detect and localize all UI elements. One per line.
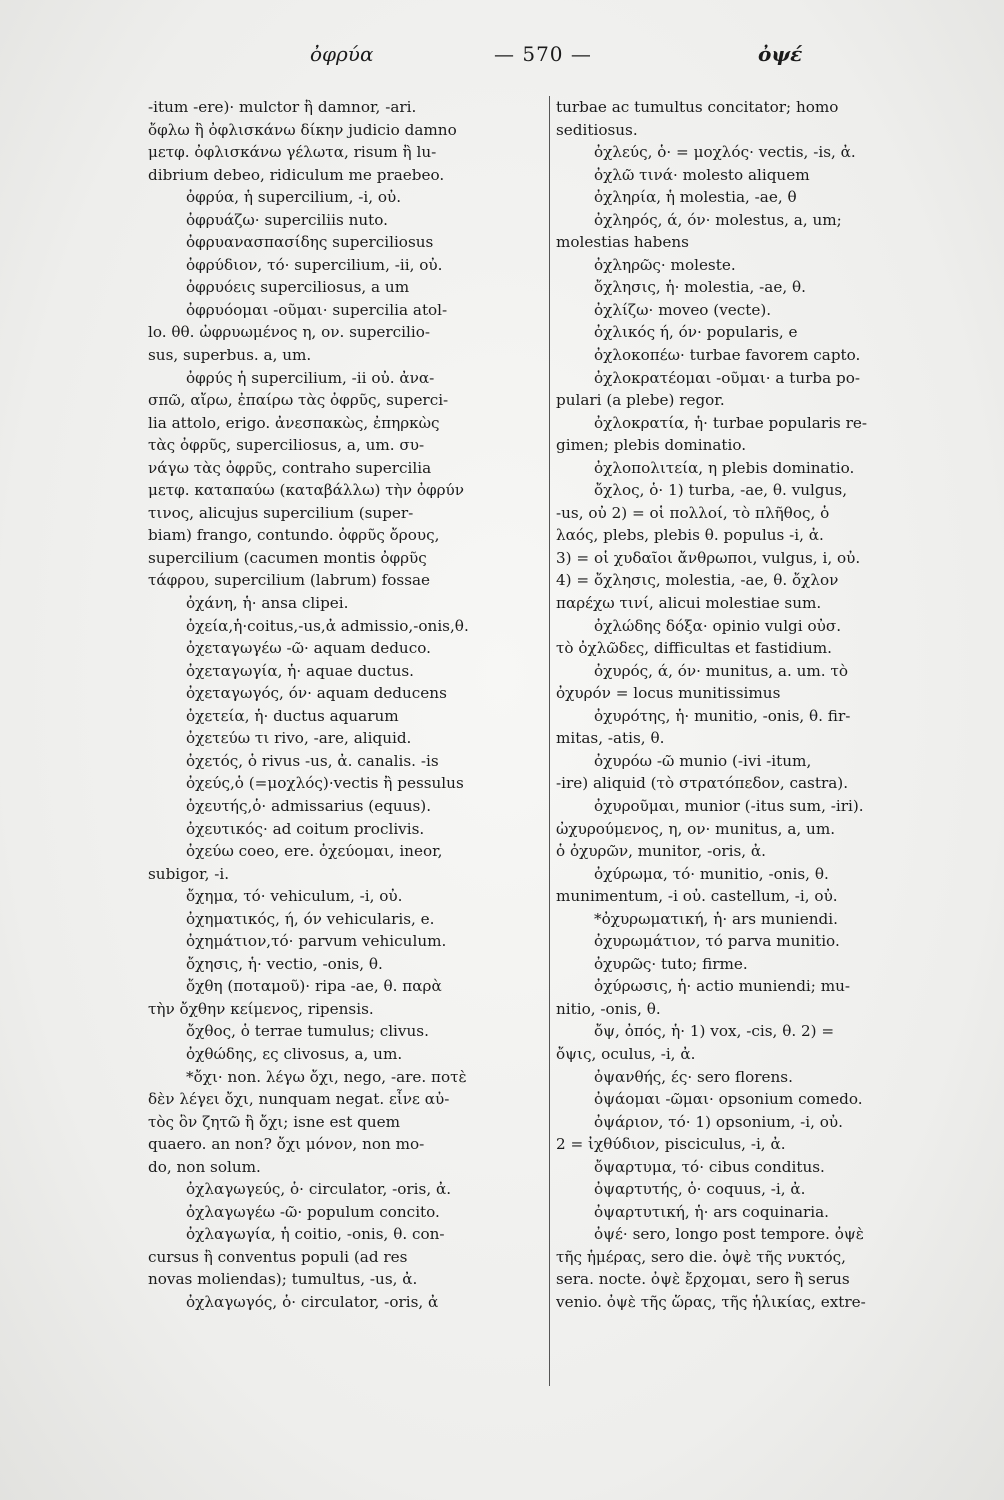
dictionary-text-line: do, non solum.: [148, 1157, 261, 1176]
dictionary-entry-line: ὀχλῶ τινά· molesto aliquem: [594, 165, 810, 184]
dictionary-entry-line: ὀχληρός, ά, όν· molestus, a, um;: [594, 210, 842, 229]
dictionary-text-line: τὸ ὀχλῶδες, difficultas et fastidium.: [556, 639, 832, 658]
dictionary-entry-line: ὀφρύα, ἡ supercilium, -i, οὐ.: [186, 188, 402, 207]
dictionary-entry-line: ὀχετός, ὁ rivus -us, ἀ. canalis. -is: [186, 751, 439, 770]
left-column: [148, 96, 546, 1314]
dictionary-entry-line: ὀψάομαι -ῶμαι· opsonium comedo.: [594, 1090, 863, 1109]
column-rule: [549, 96, 550, 1386]
dictionary-entry-line: ὀχυρωμάτιον, τό parva munitio.: [594, 932, 840, 951]
dictionary-entry-line: ὀψαρτυτής, ὁ· coquus, -i, ἀ.: [594, 1180, 806, 1199]
dictionary-text-line: μετφ. καταπαύω (καταβάλλω) τὴν ὀφρύν: [148, 481, 465, 500]
dictionary-text-line: novas moliendas); tumultus, -us, ἀ.: [148, 1270, 418, 1289]
dictionary-entry-line: ὀχλεύς, ὁ· = μοχλός· vectis, -is, ἀ.: [594, 143, 856, 162]
dictionary-entry-line: ὀχλώδης δόξα· opinio vulgi οὐσ.: [594, 616, 842, 635]
dictionary-text-line: supercilium (cacumen montis ὀφρῦς: [148, 548, 427, 567]
dictionary-entry-line: ὀχετεία, ἡ· ductus aquarum: [186, 706, 399, 725]
dictionary-text-line: cursus ἢ conventus populi (ad res: [148, 1247, 408, 1266]
dictionary-entry-line: ὀχύρωμα, τό· munitio, -onis, θ.: [594, 864, 829, 883]
dictionary-entry-line: ὀψαρτυτική, ἡ· ars coquinaria.: [594, 1202, 830, 1221]
dictionary-entry-line: ὀχθώδης, ες clivosus, a, um.: [186, 1044, 403, 1063]
dictionary-entry-line: ὀχλαγωγέω -ῶ· populum concito.: [186, 1202, 440, 1221]
running-head-left: ὀφρύα: [310, 42, 374, 66]
dictionary-text-line: παρέχω τινί, alicui molestiae sum.: [556, 594, 822, 613]
dictionary-entry-line: ὀφρυόομαι -οῦμαι· supercilia atol-: [186, 300, 448, 319]
dictionary-text-line: ὄφλω ἢ ὀφλισκάνω δίκην judicio damno: [148, 120, 457, 139]
dictionary-text-line: seditiosus.: [556, 120, 638, 139]
dictionary-entry-line: ὀφρυόεις superciliosus, a um: [186, 278, 410, 297]
dictionary-text-line: venio. ὀψὲ τῆς ὥρας, τῆς ἡλικίας, extre-: [556, 1292, 866, 1311]
dictionary-entry-line: ὀχεύς,ὁ (=μοχλός)·vectis ἢ pessulus: [186, 774, 464, 793]
dictionary-entry-line: ὀχυρόω -ῶ munio (-ivi -itum,: [594, 751, 812, 770]
dictionary-entry-line: ὀψάριον, τό· 1) opsonium, -i, οὐ.: [594, 1112, 843, 1131]
dictionary-entry-line: ὀχυρότης, ἡ· munitio, -onis, θ. fir-: [594, 706, 851, 725]
dictionary-text-line: 2 = ἰχθύδιον, pisciculus, -i, ἀ.: [556, 1135, 786, 1154]
dictionary-text-line: mitas, -atis, θ.: [556, 729, 665, 748]
dictionary-text-line: munimentum, -i οὐ. castellum, -i, οὐ.: [556, 887, 838, 906]
dictionary-text-line: -ire) aliquid (τὸ στρατόπεδον, castra).: [556, 774, 849, 793]
dictionary-text-line: τὸς ὃν ζητῶ ἢ ὄχι; isne est quem: [148, 1112, 401, 1131]
page-number: — 570 —: [494, 42, 592, 66]
dictionary-text-line: 4) = ὄχλησις, molestia, -ae, θ. ὄχλον: [556, 571, 839, 590]
dictionary-entry-line: ὄχθος, ὁ terrae tumulus; clivus.: [186, 1022, 429, 1041]
dictionary-entry-line: ὄχημα, τό· vehiculum, -i, οὐ.: [186, 887, 403, 906]
dictionary-entry-line: ὀχευτικός· ad coitum proclivis.: [186, 819, 425, 838]
dictionary-entry-line: ὀφρύς ἡ supercilium, -ii οὐ. ἀνα-: [186, 368, 435, 387]
dictionary-text-line: quaero. an non? ὄχι μόνον, non mo-: [148, 1135, 425, 1154]
dictionary-text-line: τάφρου, supercilium (labrum) fossae: [148, 571, 431, 590]
dictionary-text-line: subigor, -i.: [148, 864, 230, 883]
dictionary-text-line: σπῶ, αἴρω, ἐπαίρω τὰς ὀφρῦς, superci-: [148, 391, 449, 410]
dictionary-entry-line: ὀχλίζω· moveo (vecte).: [594, 300, 772, 319]
dictionary-text-line: τὰς ὀφρῦς, superciliosus, a, um. συ-: [148, 436, 425, 455]
dictionary-text-line: τὴν ὄχθην κείμενος, ripensis.: [148, 999, 374, 1018]
dictionary-entry-line: ὀχλαγωγός, ὁ· circulator, -oris, ἀ: [186, 1292, 439, 1311]
dictionary-entry-line: ὀχεταγωγός, όν· aquam deducens: [186, 684, 447, 703]
dictionary-text-line: δὲν λέγει ὄχι, nunquam negat. εἶνε αὐ-: [148, 1090, 450, 1109]
dictionary-text-line: sera. nocte. ὀψὲ ἔρχομαι, sero ἢ serus: [556, 1270, 850, 1289]
dictionary-text-line: lia attolo, erigo. ἀνεσπακὼς, ἐπηρκὼς: [148, 413, 440, 432]
dictionary-entry-line: ὀψέ· sero, longo post tempore. ὀψὲ: [594, 1225, 864, 1244]
dictionary-text-line: sus, superbus. a, um.: [148, 346, 312, 365]
dictionary-entry-line: ὀφρύδιον, τό· supercilium, -ii, οὐ.: [186, 255, 443, 274]
dictionary-text-line: -itum -ere)· mulctor ἢ damnor, -ari.: [148, 98, 417, 116]
dictionary-entry-line: ὄψ, ὀπός, ἡ· 1) vox, -cis, θ. 2) =: [594, 1022, 835, 1041]
dictionary-entry-line: ὄχλησις, ἡ· molestia, -ae, θ.: [594, 278, 806, 297]
dictionary-text-line: μετφ. ὀφλισκάνω γέλωτα, risum ἢ lu-: [148, 143, 437, 162]
dictionary-text-line: turbae ac tumultus concitator; homo: [556, 98, 839, 116]
dictionary-text-line: pulari (a plebe) regor.: [556, 391, 725, 410]
dictionary-entry-line: ὄψαρτυμα, τό· cibus conditus.: [594, 1157, 825, 1176]
dictionary-entry-line: ὀχεταγωγία, ἡ· aquae ductus.: [186, 661, 414, 680]
running-head-right: ὀψέ: [758, 42, 803, 66]
dictionary-text-line: dibrium debeo, ridiculum me praebeo.: [148, 165, 445, 184]
dictionary-entry-line: ὀχετεύω τι rivo, -are, aliquid.: [186, 729, 412, 748]
dictionary-text-line: ὀχυρόν = locus munitissimus: [556, 684, 781, 703]
dictionary-entry-line: ὀχλοκρατία, ἡ· turbae popularis re-: [594, 413, 867, 432]
dictionary-entry-line: ὀχευτής,ὁ· admissarius (equus).: [186, 796, 432, 815]
dictionary-entry-line: ὀχλικός ή, όν· popularis, e: [594, 323, 798, 342]
dictionary-entry-line: ὀφρυάζω· superciliis nuto.: [186, 210, 388, 229]
dictionary-entry-line: ὄχησις, ἡ· vectio, -onis, θ.: [186, 954, 383, 973]
dictionary-entry-line: ὀχημάτιον,τό· parvum vehiculum.: [186, 932, 447, 951]
dictionary-entry-line: ὀφρυανασπασίδης superciliosus: [186, 233, 434, 252]
dictionary-entry-line: ὀχεία,ἡ·coitus,-us,ἀ admissio,-onis,θ.: [186, 616, 469, 635]
dictionary-entry-line: ὀχλοκοπέω· turbae favorem capto.: [594, 346, 861, 365]
dictionary-text-line: 3) = οἱ χυδαῖοι ἄνθρωποι, vulgus, i, οὐ.: [556, 548, 861, 567]
dictionary-entry-line: ὀχλαγωγία, ἡ coitio, -onis, θ. con-: [186, 1225, 445, 1244]
dictionary-text-line: ὁ ὀχυρῶν, munitor, -oris, ἀ.: [556, 842, 766, 861]
dictionary-entry-line: ὀχληρία, ἡ molestia, -ae, θ: [594, 188, 797, 207]
dictionary-text-line: biam) frango, contundo. ὀφρῦς ὄρους,: [148, 526, 440, 545]
dictionary-entry-line: ὀχυρῶς· tuto; firme.: [594, 954, 748, 973]
dictionary-entry-line: ὀχλαγωγεύς, ὁ· circulator, -oris, ἀ.: [186, 1180, 452, 1199]
dictionary-entry-line: *ὀχυρωματική, ἡ· ars muniendi.: [594, 909, 838, 928]
dictionary-text-line: λαός, plebs, plebis θ. populus -i, ἀ.: [556, 526, 824, 545]
dictionary-entry-line: ὀχυροῦμαι, munior (-itus sum, -iri).: [594, 796, 864, 815]
dictionary-text-line: nitio, -onis, θ.: [556, 999, 661, 1018]
dictionary-text-line: -us, οὐ 2) = οἱ πολλοί, τὸ πλῆθος, ὁ: [556, 503, 830, 522]
dictionary-entry-line: ὀχυρός, ά, όν· munitus, a. um. τὸ: [594, 661, 849, 680]
dictionary-text-line: ὄψις, oculus, -i, ἀ.: [556, 1044, 696, 1063]
dictionary-entry-line: ὀχάνη, ἡ· ansa clipei.: [186, 594, 349, 613]
dictionary-entry-line: ὀχύρωσις, ἡ· actio muniendi; mu-: [594, 977, 851, 996]
dictionary-entry-line: ὄχλος, ὁ· 1) turba, -ae, θ. vulgus,: [594, 481, 848, 500]
dictionary-entry-line: ὀχηματικός, ή, όν vehicularis, e.: [186, 909, 435, 928]
dictionary-text-line: τῆς ἡμέρας, sero die. ὀψὲ τῆς νυκτός,: [556, 1247, 846, 1266]
dictionary-entry-line: ὄχθη (ποταμοῦ)· ripa -ae, θ. παρὰ: [186, 977, 442, 996]
dictionary-entry-line: ὀχλοκρατέομαι -οῦμαι· a turba po-: [594, 368, 860, 387]
dictionary-text-line: molestias habens: [556, 233, 689, 252]
dictionary-entry-line: ὀψανθής, ές· sero florens.: [594, 1067, 793, 1086]
dictionary-text-line: ὠχυρούμενος, η, ον· munitus, a, um.: [556, 819, 836, 838]
dictionary-text-line: νάγω τὰς ὀφρῦς, contraho supercilia: [148, 458, 432, 477]
dictionary-entry-line: ὀχεύω coeo, ere. ὀχεύομαι, ineor,: [186, 842, 443, 861]
dictionary-entry-line: ὀχλοπολιτεία, η plebis dominatio.: [594, 458, 855, 477]
dictionary-text-line: lo. θθ. ὠφρυωμένος η, ον. supercilio-: [148, 323, 431, 342]
right-column: [556, 96, 960, 1314]
dictionary-entry-line: ὀχεταγωγέω -ῶ· aquam deduco.: [186, 639, 431, 658]
dictionary-text-line: τινος, alicujus supercilium (super-: [148, 503, 414, 522]
dictionary-entry-line: *ὄχι· non. λέγω ὄχι, nego, -are. ποτὲ: [186, 1067, 467, 1086]
dictionary-text-line: gimen; plebis dominatio.: [556, 436, 747, 455]
dictionary-entry-line: ὀχληρῶς· moleste.: [594, 255, 736, 274]
